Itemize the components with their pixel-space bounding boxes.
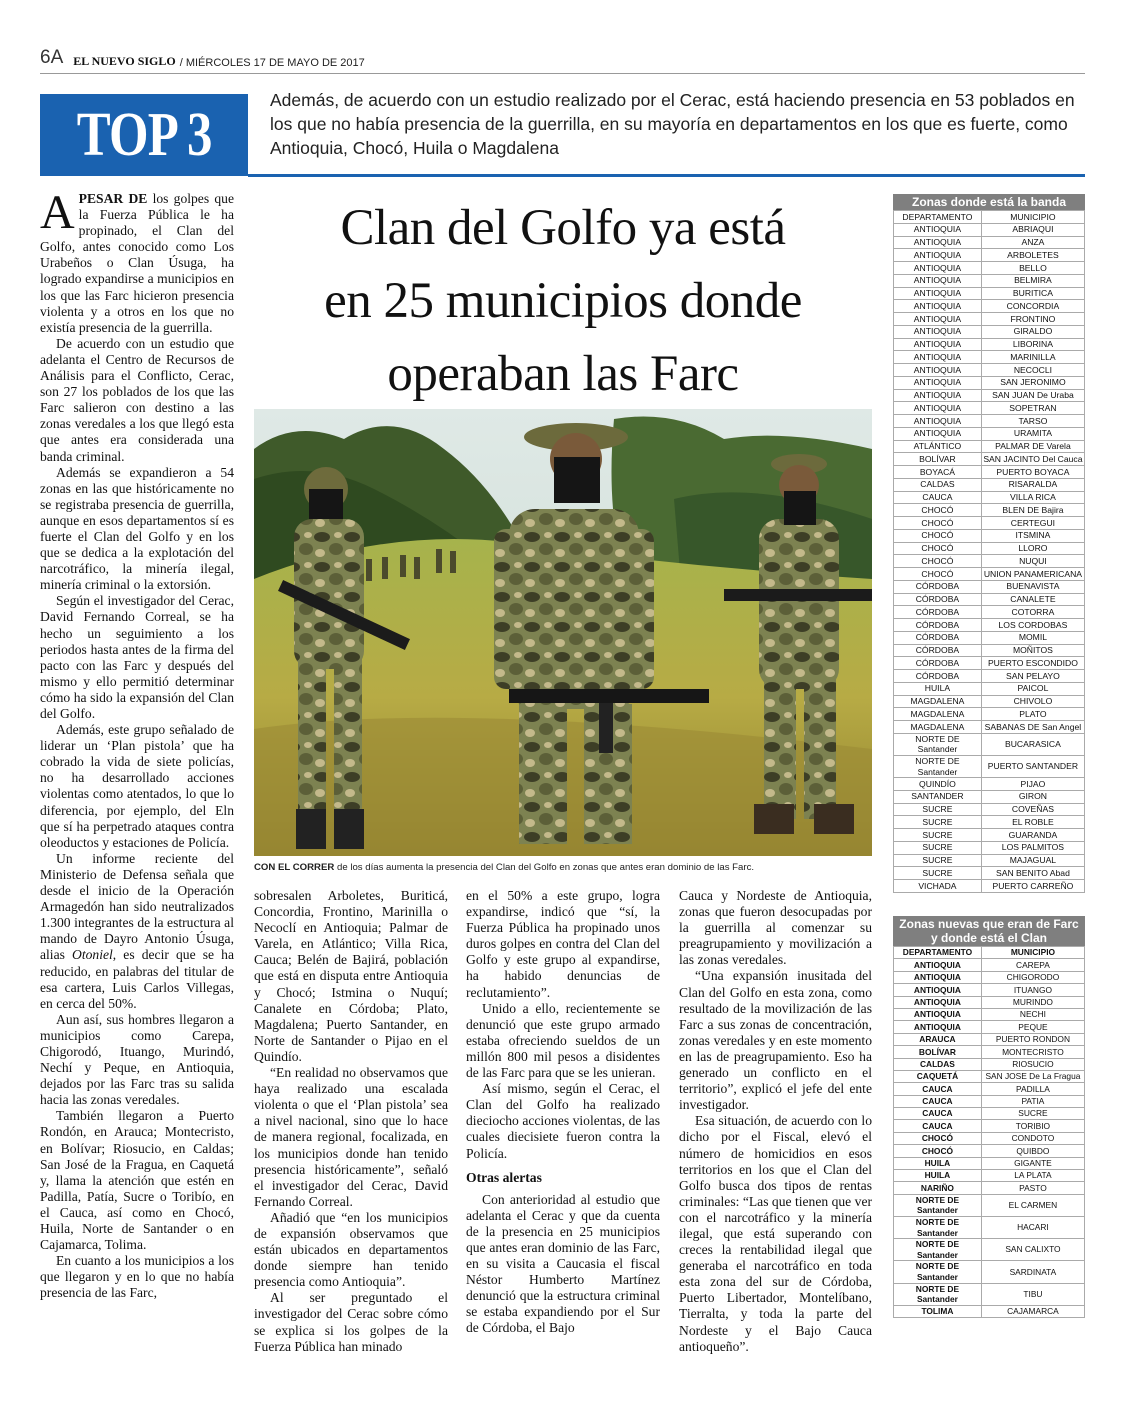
municipality-cell: ABRIAQUI: [981, 223, 1084, 236]
table-row: [894, 1132, 1085, 1144]
municipality-cell: NECHI: [981, 1008, 1084, 1020]
article-column-3: [466, 888, 660, 1337]
table-row: [894, 376, 1085, 389]
article-deck: Además, de acuerdo con un estudio realizado por el Cerac, está haciendo presencia en 53 poblados en los que no había presencia de la guerrilla, en su mayoría en departamentos en los que es fuerte, como Antioquia, Chocó, Huila o Magdalena: [270, 90, 1075, 158]
table-row: [894, 249, 1085, 262]
table-row: [894, 721, 1085, 734]
municipality-cell: PUERTO CARREÑO: [981, 880, 1084, 893]
table-row: [894, 529, 1085, 542]
municipality-cell: PUERTO ESCONDIDO: [981, 657, 1084, 670]
department-cell: NORTE DE Santander: [894, 1283, 982, 1305]
table-row: [894, 1261, 1085, 1283]
department-cell: CAUCA: [894, 1108, 982, 1120]
municipality-cell: RIOSUCIO: [981, 1058, 1084, 1070]
municipality-cell: PATIA: [981, 1095, 1084, 1107]
table-row: [894, 568, 1085, 581]
table-row: [894, 880, 1085, 893]
title-line-1: Clan del Golfo ya está: [340, 200, 786, 256]
municipality-cell: MONTECRISTO: [981, 1046, 1084, 1058]
department-cell: ANTIOQUIA: [894, 236, 982, 249]
department-cell: ANTIOQUIA: [894, 364, 982, 377]
table-row: [894, 1108, 1085, 1120]
table-row: [894, 670, 1085, 683]
municipality-cell: CONCORDIA: [981, 300, 1084, 313]
municipality-cell: SAN PELAYO: [981, 670, 1084, 683]
municipality-cell: BUCARASICA: [981, 733, 1084, 755]
department-cell: ANTIOQUIA: [894, 427, 982, 440]
paragraph: “Una expansión inusitada del Clan del Golfo en esta zona, como resultado de la movilización de las Farc a sus zonas de concentración, zonas veredales y en este momento en las de preagrupamiento. Eso ha generado un conflicto en el territorio”, explicó el jefe del ente investigador.: [679, 968, 872, 1113]
table-row: [894, 1095, 1085, 1107]
department-cell: ANTIOQUIA: [894, 338, 982, 351]
municipality-cell: PADILLA: [981, 1083, 1084, 1095]
table-row: [894, 389, 1085, 402]
table-header-row: [894, 211, 1085, 224]
municipality-cell: COVEÑAS: [981, 803, 1084, 816]
caption-lead: CON EL CORRER: [254, 862, 335, 873]
caption-text: de los días aumenta la presencia del Clan del Golfo en zonas que antes eran dominio de las Farc.: [334, 862, 755, 873]
department-cell: ANTIOQUIA: [894, 984, 982, 996]
subheading: Otras alertas: [466, 1169, 542, 1185]
paragraph: [40, 851, 234, 1012]
table-row: [894, 325, 1085, 338]
municipality-cell: CAJAMARCA: [981, 1305, 1084, 1317]
headline-rule: [248, 174, 1085, 177]
table-row: [894, 300, 1085, 313]
table-title: Zonas nuevas que eran de Farc y donde está el Clan: [893, 916, 1085, 946]
municipality-cell: BUENAVISTA: [981, 580, 1084, 593]
table-row: [894, 338, 1085, 351]
municipality-cell: CHIVOLO: [981, 695, 1084, 708]
paragraph: Además se expandieron a 54 zonas en las que históricamente no se registraba presencia de guerrilla, aunque en esos departamentos sí es fuerte el Clan del Golfo y en los que se dedica a la explotación del narcotráfico, la minería ilegal, minería criminal o la extorsión.: [40, 464, 234, 593]
section-label-text: TOP 3: [76, 100, 212, 169]
newspaper-name: EL NUEVO SIGLO: [73, 54, 176, 68]
table-row: [894, 517, 1085, 530]
new-zones-table: [893, 916, 1085, 1318]
department-cell: MAGDALENA: [894, 721, 982, 734]
department-cell: CAUCA: [894, 1095, 982, 1107]
table-row: [894, 1070, 1085, 1082]
municipality-cell: MAJAGUAL: [981, 854, 1084, 867]
table-row: [894, 829, 1085, 842]
department-cell: NORTE DE Santander: [894, 1261, 982, 1283]
department-cell: BOYACÁ: [894, 466, 982, 479]
department-cell: ANTIOQUIA: [894, 389, 982, 402]
municipality-cell: PAICOL: [981, 682, 1084, 695]
paragraph: Al ser preguntado el investigador del Cerac sobre cómo se explica si los golpes de la Fuerza Pública han minado: [254, 1290, 448, 1354]
department-cell: ANTIOQUIA: [894, 274, 982, 287]
department-cell: ANTIOQUIA: [894, 300, 982, 313]
municipality-cell: LLORO: [981, 542, 1084, 555]
table-row: [894, 1083, 1085, 1095]
municipality-cell: CANALETE: [981, 593, 1084, 606]
table-row: [894, 580, 1085, 593]
department-cell: CAUCA: [894, 1083, 982, 1095]
department-cell: CHOCÓ: [894, 504, 982, 517]
municipality-cell: BELMIRA: [981, 274, 1084, 287]
department-cell: ANTIOQUIA: [894, 996, 982, 1008]
paragraph: Unido a ello, recientemente se denunció que este grupo armado estaba ofreciendo sueldos de un millón 800 mil pesos a disidentes de las Farc para que se les unieran.: [466, 1000, 660, 1081]
municipality-cell: HACARI: [981, 1217, 1084, 1239]
table-row: [894, 1283, 1085, 1305]
department-cell: MAGDALENA: [894, 695, 982, 708]
department-cell: ANTIOQUIA: [894, 313, 982, 326]
department-cell: SANTANDER: [894, 790, 982, 803]
paragraph: Aun así, sus hombres llegaron a municipios como Carepa, Chigorodó, Ituango, Murindó, Nechí y Peque, en Antioquia, dejados por las Farc tras su salida hacia las zonas veredales.: [40, 1011, 234, 1108]
municipality-cell: SAN JOSE De La Fragua: [981, 1070, 1084, 1082]
municipality-cell: NUQUI: [981, 555, 1084, 568]
department-cell: ANTIOQUIA: [894, 376, 982, 389]
paragraph: Además, este grupo señalado de liderar un ‘Plan pistola’ que ha cobrado la vida de siete policías, no ha desarrollado acciones violentas como atentados, lo que lo diferencia, por ejemplo, del Eln que sí ha perpetrado ataques contra oleoductos y estaciones de Policía.: [40, 722, 234, 850]
department-cell: CÓRDOBA: [894, 593, 982, 606]
department-cell: SUCRE: [894, 829, 982, 842]
paragraph: De acuerdo con un estudio que adelanta el Centro de Recursos de Análisis para el Conflicto, Cerac, son 27 los poblados de los que las Farc salieron con destino a las zonas veredales a los que llegó esta que antes era considerada una banda criminal.: [40, 335, 234, 464]
table-row: [894, 478, 1085, 491]
municipality-cell: LIBORINA: [981, 338, 1084, 351]
table-title: Zonas donde está la banda: [893, 194, 1085, 210]
department-cell: CAUCA: [894, 491, 982, 504]
table-row: [894, 262, 1085, 275]
municipality-cell: UNION PANAMERICANA: [981, 568, 1084, 581]
table-row: [894, 364, 1085, 377]
table-row: [894, 542, 1085, 555]
department-cell: CHOCÓ: [894, 529, 982, 542]
table-row: [894, 1120, 1085, 1132]
municipality-cell: SAN JACINTO Del Cauca: [983, 453, 1083, 464]
table-row: [894, 778, 1085, 791]
municipality-cell: SAN BENITO Abad: [981, 867, 1084, 880]
municipality-cell: MOMIL: [981, 631, 1084, 644]
paragraph: Cauca y Nordeste de Antioquia, zonas que fueron desocupadas por la guerrilla al comenzar su preagrupamiento y movilización a las zonas veredales.: [679, 888, 872, 968]
table-row: [894, 555, 1085, 568]
table-row: [894, 415, 1085, 428]
department-cell: ANTIOQUIA: [894, 262, 982, 275]
department-cell: CHOCÓ: [894, 568, 982, 581]
department-cell: CHOCÓ: [894, 517, 982, 530]
department-cell: CÓRDOBA: [894, 580, 982, 593]
department-cell: ATLÁNTICO: [894, 440, 982, 453]
municipality-cell: PLATO: [981, 708, 1084, 721]
municipality-cell: MARINILLA: [981, 351, 1084, 364]
table-row: [894, 453, 1085, 466]
table-row: [894, 1033, 1085, 1045]
table-row: [894, 1217, 1085, 1239]
section-label: [40, 94, 248, 176]
publication-date: / MIÉRCOLES 17 DE MAYO DE 2017: [179, 57, 365, 69]
department-cell: CHOCÓ: [894, 555, 982, 568]
paragraph: Esa situación, de acuerdo con lo dicho por el Fiscal, elevó el número de homicidios en esos territorios en los que el Clan del Golfo busca dos tipos de rentas criminales: “Las que tienen que ver con el narcotráfico y la minería ilegal, que está superando con creces la rentabilidad ilegal que generaba el narcotráfico en toda esta zona del sur de Córdoba, Puerto Libertador, Montelíbano, Tierralta, y toda la parte del Nordeste y el Bajo Cauca antioqueño”.: [679, 1113, 872, 1354]
table-row: [894, 1157, 1085, 1169]
column-header: MUNICIPIO: [981, 947, 1084, 959]
alias-name: Otoniel: [72, 947, 113, 963]
department-cell: CÓRDOBA: [894, 631, 982, 644]
municipality-cell: URAMITA: [981, 427, 1084, 440]
department-cell: ANTIOQUIA: [894, 415, 982, 428]
table-row: [894, 593, 1085, 606]
table-row: [894, 1194, 1085, 1216]
department-cell: CALDAS: [894, 1058, 982, 1070]
municipality-cell: COTORRA: [981, 606, 1084, 619]
municipality-cell: ITUANGO: [981, 984, 1084, 996]
paragraph: sobresalen Arboletes, Buriticá, Concordia, Frontino, Marinilla o Necoclí en Antioquia; Palmar de Varela, en Atlántico; Villa Rica, Cauca; Belén de Bajirá, población que está en disputa entre Antioquia y Chocó; Istmina o Nuquí; Canalete en Córdoba; Plato, Magdalena; Puerto Santander, en Norte de Santander o Pijao en el Quindío.: [254, 888, 448, 1064]
department-cell: CÓRDOBA: [894, 619, 982, 632]
table-row: [894, 996, 1085, 1008]
table-row: [894, 755, 1085, 777]
paragraph: [40, 186, 234, 336]
table-row: [894, 695, 1085, 708]
table-row: [894, 223, 1085, 236]
department-cell: CÓRDOBA: [894, 644, 982, 657]
table-row: [894, 440, 1085, 453]
municipality-cell: GIRALDO: [981, 325, 1084, 338]
department-cell: MAGDALENA: [894, 708, 982, 721]
table-row: [894, 504, 1085, 517]
table-row: [894, 984, 1085, 996]
department-cell: TOLIMA: [894, 1305, 982, 1317]
table-row: [894, 631, 1085, 644]
department-cell: SUCRE: [894, 841, 982, 854]
title-line-2: en 25 municipios donde: [324, 273, 802, 329]
department-cell: CÓRDOBA: [894, 670, 982, 683]
municipality-cell: CAREPA: [981, 959, 1084, 971]
municipality-cell: PUERTO RONDON: [981, 1033, 1084, 1045]
municipality-cell: EL ROBLE: [981, 816, 1084, 829]
department-cell: SUCRE: [894, 854, 982, 867]
department-cell: NORTE DE Santander: [894, 1239, 982, 1261]
municipality-cell: CONDOTO: [981, 1132, 1084, 1144]
table-row: [894, 841, 1085, 854]
municipality-cell: GUARANDA: [981, 829, 1084, 842]
municipality-cell: PASTO: [981, 1182, 1084, 1194]
paragraph: En cuanto a los municipios a los que llegaron y en lo que no había presencia de las Farc,: [40, 1253, 234, 1301]
department-cell: CHOCÓ: [894, 542, 982, 555]
department-cell: ANTIOQUIA: [894, 223, 982, 236]
table-row: [894, 274, 1085, 287]
photo-illustration: [254, 409, 872, 856]
table-row: [894, 287, 1085, 300]
department-cell: ANTIOQUIA: [894, 1008, 982, 1020]
table-row: [894, 1305, 1085, 1317]
department-cell: NORTE DE Santander: [894, 733, 982, 755]
department-cell: CÓRDOBA: [894, 657, 982, 670]
municipality-cell: TIBU: [981, 1283, 1084, 1305]
municipality-cell: BURITICA: [981, 287, 1084, 300]
table-row: [894, 351, 1085, 364]
municipality-cell: LOS CORDOBAS: [981, 619, 1084, 632]
article-column-2: [254, 888, 448, 1355]
department-cell: CHOCÓ: [894, 1132, 982, 1144]
department-cell: HUILA: [894, 1170, 982, 1182]
municipality-cell: BLEN DE Bajira: [981, 504, 1084, 517]
table-row: [894, 971, 1085, 983]
department-cell: ANTIOQUIA: [894, 1021, 982, 1033]
table-row: [894, 1046, 1085, 1058]
municipality-cell: LOS PALMITOS: [981, 841, 1084, 854]
municipality-cell: SAN JERONIMO: [981, 376, 1084, 389]
table-row: [894, 790, 1085, 803]
paragraph: Añadió que “en los municipios de expansión observamos que están ubicados en departamentos donde siempre han tenido presencia como Antioquia”.: [254, 1209, 448, 1290]
paragraph-text: los golpes que la Fuerza Pública le ha propinado, el Clan del Golfo, antes conocido como Los Urabeños o Clan Úsuga, ha logrado expandirse a municipios en los que las Farc hicieron presencia violenta y a otros en los que no existía presencia de la guerrilla.: [40, 191, 234, 335]
municipality-cell: FRONTINO: [981, 313, 1084, 326]
title-line-3: operaban las Farc: [387, 346, 739, 402]
column-header: MUNICIPIO: [981, 211, 1084, 224]
table-row: [894, 1170, 1085, 1182]
article-title: [254, 192, 872, 411]
department-cell: HUILA: [894, 1157, 982, 1169]
municipality-cell: PUERTO SANTANDER: [981, 755, 1084, 777]
column-header: DEPARTAMENTO: [894, 947, 982, 959]
municipality-cell: MOÑITOS: [981, 644, 1084, 657]
paragraph: Así mismo, según el Cerac, el Clan del Golfo ha realizado dieciocho acciones violentas, de las cuales diecisiete fueron contra la Policía.: [466, 1081, 660, 1161]
department-cell: CAUCA: [894, 1120, 982, 1132]
department-cell: NORTE DE Santander: [894, 755, 982, 777]
municipality-cell: TORIBIO: [981, 1120, 1084, 1132]
table-row: [894, 854, 1085, 867]
municipality-cell: CERTEGUI: [981, 517, 1084, 530]
municipality-cell: RISARALDA: [981, 478, 1084, 491]
department-cell: SUCRE: [894, 803, 982, 816]
department-cell: ANTIOQUIA: [894, 971, 982, 983]
department-cell: QUINDÍO: [894, 778, 982, 791]
municipality-cell: TARSO: [981, 415, 1084, 428]
department-cell: CALDAS: [894, 478, 982, 491]
municipality-cell: SAN JUAN De Uraba: [981, 389, 1084, 402]
article-column-4: [679, 888, 872, 1355]
lead-in: PESAR DE: [78, 191, 148, 206]
table-row: [894, 313, 1085, 326]
page-number: 6A: [40, 47, 64, 68]
paragraph-text: , es decir que se ha reducido, en palabras del titular de esa cartera, Luis Carlos Villegas, en cerca del 50%.: [40, 947, 234, 1011]
table-row: [894, 816, 1085, 829]
paragraph: Con anterioridad al estudio que adelanta el Cerac y que da cuenta de la presencia en 25 municipios que antes eran dominio de las Farc, en su visita a Caucasia el fiscal Néstor Humberto Martínez denunció que la estructura criminal se estaba expandiendo por el Sur de Córdoba, el Bajo: [466, 1191, 660, 1336]
municipality-cell: VILLA RICA: [981, 491, 1084, 504]
municipality-cell: LA PLATA: [981, 1170, 1084, 1182]
table-row: [894, 606, 1085, 619]
municipality-cell: PUERTO BOYACA: [981, 466, 1084, 479]
table-row: [894, 466, 1085, 479]
department-cell: CÓRDOBA: [894, 606, 982, 619]
municipality-cell: MURINDO: [981, 996, 1084, 1008]
department-cell: HUILA: [894, 682, 982, 695]
photo-caption: [254, 862, 872, 873]
municipality-cell: ITSMINA: [981, 529, 1084, 542]
department-cell: ARAUCA: [894, 1033, 982, 1045]
municipality-cell: ARBOLETES: [981, 249, 1084, 262]
table-row: [894, 491, 1085, 504]
article-photo: [254, 409, 872, 856]
municipality-cell: SOPETRAN: [981, 402, 1084, 415]
table-row: [894, 708, 1085, 721]
table-row: [894, 1145, 1085, 1157]
column-header: DEPARTAMENTO: [894, 211, 982, 224]
municipality-cell: SARDINATA: [981, 1261, 1084, 1283]
municipality-cell: GIRON: [981, 790, 1084, 803]
municipality-cell: PEQUE: [981, 1021, 1084, 1033]
municipality-cell: SABANAS DE San Angel: [981, 721, 1084, 734]
department-cell: ANTIOQUIA: [894, 325, 982, 338]
table-row: [894, 644, 1085, 657]
paragraph: “En realidad no observamos que haya realizado una escalada violenta o que el ‘Plan pistola’ sea a nivel nacional, sino que lo hace de manera regional, focalizada, en los municipios donde han tenido presencia históricamente”, señaló el investigador del Cerac, David Fernando Correal.: [254, 1065, 448, 1209]
department-cell: CAQUETÁ: [894, 1070, 982, 1082]
municipality-cell: SAN CALIXTO: [981, 1239, 1084, 1261]
department-cell: ANTIOQUIA: [894, 402, 982, 415]
department-cell: BOLÍVAR: [894, 1046, 982, 1058]
table-row: [894, 427, 1085, 440]
table-row: [894, 1021, 1085, 1033]
table-row: [894, 657, 1085, 670]
department-cell: NARIÑO: [894, 1182, 982, 1194]
municipality-cell: BELLO: [981, 262, 1084, 275]
department-cell: CHOCÓ: [894, 1145, 982, 1157]
table-row: [894, 733, 1085, 755]
table-header-row: [894, 947, 1085, 959]
page-header: [40, 48, 1085, 74]
department-cell: NORTE DE Santander: [894, 1194, 982, 1216]
table-row: [894, 959, 1085, 971]
municipality-cell: CHIGORODO: [981, 971, 1084, 983]
paragraph: También llegaron a Puerto Rondón, en Arauca; Montecristo, en Bolívar; Riosucio, en Caldas; San José de la Fragua, en Caquetá y, llama la atención que estén en Padilla, Patía, Sucre o Toribío, en el Cauca, así como en Chocó, Huila, Norte de Santander o en Cajamarca, Tolima.: [40, 1108, 234, 1253]
table-row: [894, 1182, 1085, 1194]
municipality-cell: GIGANTE: [981, 1157, 1084, 1169]
municipality-cell: SUCRE: [981, 1108, 1084, 1120]
table-row: [894, 803, 1085, 816]
department-cell: SUCRE: [894, 867, 982, 880]
table-row: [894, 1239, 1085, 1261]
paragraph: Según el investigador del Cerac, David Fernando Correal, se ha hecho un seguimiento a los periodos hasta antes de la firma del pacto con las Farc y después del mismo y ello permitió determinar cómo ha sido la expansión del Clan del Golfo.: [40, 593, 234, 721]
article-column-1: [40, 186, 234, 1301]
zones-table-body: [893, 210, 1085, 893]
new-zones-table-body: [893, 946, 1085, 1318]
department-cell: ANTIOQUIA: [894, 351, 982, 364]
table-row: [894, 682, 1085, 695]
municipality-cell: PIJAO: [981, 778, 1084, 791]
department-cell: SUCRE: [894, 816, 982, 829]
paragraph-text: Un informe reciente del Ministerio de Defensa señala que desde el inicio de la Operación Armagedón han sido neutralizados 1.300 integrantes de la estructura al mando de Dayro Antonio Úsuga, alias: [40, 850, 234, 963]
department-cell: ANTIOQUIA: [894, 249, 982, 262]
municipality-cell: NECOCLI: [981, 364, 1084, 377]
department-cell: ANTIOQUIA: [894, 287, 982, 300]
table-row: [894, 1058, 1085, 1070]
table-row: [894, 619, 1085, 632]
paragraph: en el 50% a este grupo, logra expandirse, indicó que “sí, la Fuerza Pública ha propinado unos duros golpes en contra del Clan del Golfo y este grupo al expandirse, ha habido denuncias de reclutamiento”.: [466, 888, 660, 1000]
department-cell: NORTE DE Santander: [894, 1217, 982, 1239]
department-cell: BOLÍVAR: [894, 453, 982, 466]
zones-table: [893, 194, 1085, 893]
department-cell: VICHADA: [894, 880, 982, 893]
municipality-cell: QUIBDO: [981, 1145, 1084, 1157]
table-row: [894, 402, 1085, 415]
table-row: [894, 867, 1085, 880]
table-row: [894, 1008, 1085, 1020]
dropcap: A: [40, 186, 75, 239]
municipality-cell: EL CARMEN: [981, 1194, 1084, 1216]
table-row: [894, 236, 1085, 249]
municipality-cell: ANZA: [981, 236, 1084, 249]
municipality-cell: PALMAR DE Varela: [981, 440, 1084, 453]
department-cell: ANTIOQUIA: [894, 959, 982, 971]
